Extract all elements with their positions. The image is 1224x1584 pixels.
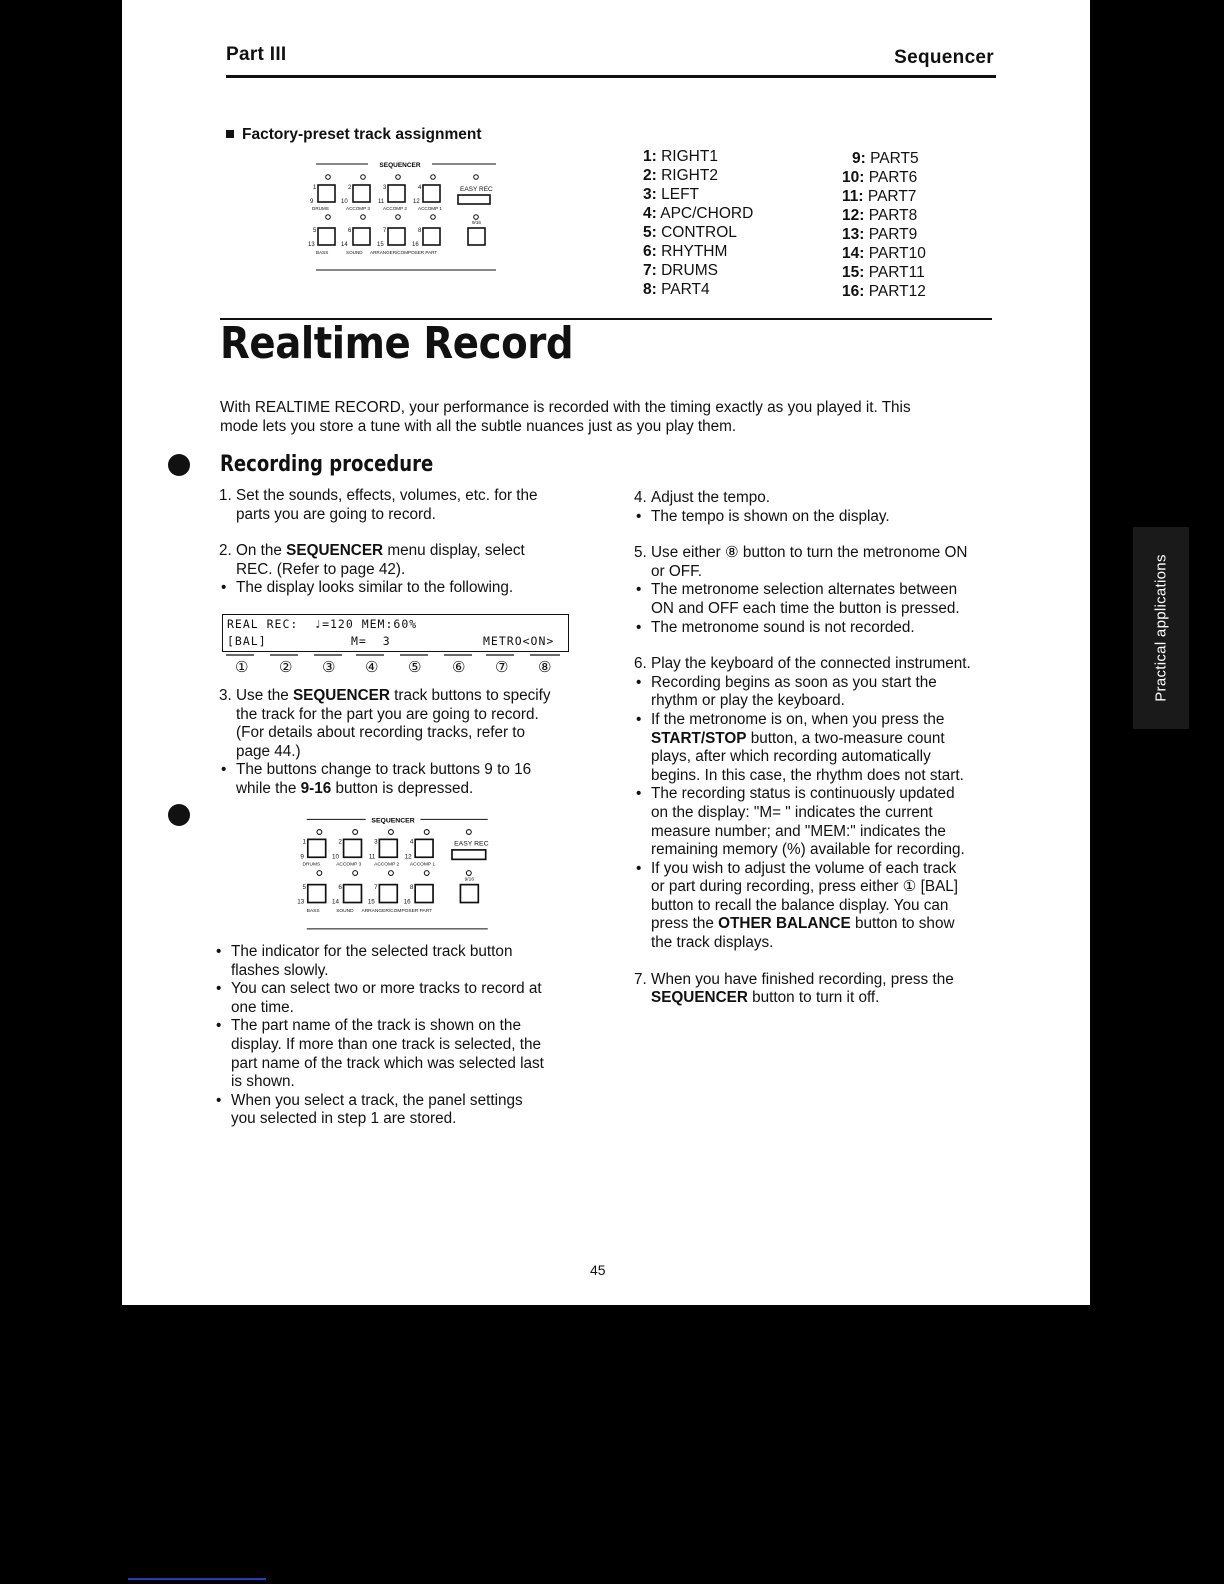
panel2-track-num-9: 9 <box>300 853 304 861</box>
panel2-label-accomp3: ACCOMP 3 <box>336 862 362 868</box>
label-sound: SOUND <box>346 250 363 255</box>
right-column <box>634 489 990 1008</box>
part-label: Part III <box>226 44 287 65</box>
step-4: 4. Adjust the tempo. <box>634 489 771 506</box>
track-num-11: 11 <box>378 199 385 205</box>
panel2-label-arranger: ARRANGER/COMPOSER PART <box>361 909 433 914</box>
bullet-indicator: • The indicator for the selected track button flashes slowly. <box>214 943 572 980</box>
bullet-display: • The display looks similar to the following. <box>219 579 577 598</box>
bullet-recording-begins: • Recording begins as soon as you start the rhythm or play the keyboard. <box>634 674 990 711</box>
lcd-line-1: REAL REC: ♩=120 MEM:60% <box>227 617 418 631</box>
lcd-button-marks <box>222 651 567 659</box>
margin-dot-icon <box>168 804 190 826</box>
step-1: 1. Set the sounds, effects, volumes, etc. for the parts you are going to record. <box>219 487 538 523</box>
procedure-heading: Recording procedure <box>220 452 434 477</box>
assignment-row: 7: DRUMS <box>643 262 718 279</box>
bullet-adjust-volume: • If you wish to adjust the volume of each track or part during recording, press either ① [BAL] button to recall the balance display. You can press the OTHER BALANCE button to show the track displays. <box>634 860 990 953</box>
panel2-label-accomp1: ACCOMP 1 <box>409 862 436 868</box>
lcd-button-1[interactable]: ① <box>235 659 249 676</box>
panel2-track-num-13: 13 <box>297 898 305 906</box>
lcd-metro: METRO<ON> <box>483 634 555 648</box>
assignment-row: 10: PART6 <box>842 169 918 186</box>
panel-sequencer-label: SEQUENCER <box>379 162 421 169</box>
track-num-8: 8 <box>418 228 422 234</box>
track-num-4: 4 <box>418 185 422 191</box>
track-num-10: 10 <box>341 199 348 205</box>
assignment-row: 13: PART9 <box>842 226 918 243</box>
track-num-5: 5 <box>313 228 317 234</box>
label-bass: BASS <box>316 250 329 255</box>
panel2-track-num-2: 2 <box>338 838 342 846</box>
header-rule <box>226 75 996 78</box>
panel2-track-num-3: 3 <box>374 838 378 846</box>
panel2-track-num-1: 1 <box>302 838 307 846</box>
bullet-panel-settings: • When you select a track, the panel settings you selected in step 1 are stored. <box>214 1092 572 1129</box>
assignment-row: 16: PART12 <box>842 283 926 300</box>
bullet-select-multiple: • You can select two or more tracks to record at one time. <box>214 980 572 1017</box>
bullet-buttons-change: • The buttons change to track buttons 9 to 16 while the 9-16 button is depressed. <box>219 761 577 798</box>
panel2-label-accomp2: ACCOMP 2 <box>374 862 400 868</box>
lcd-button-8[interactable]: ⑧ <box>538 659 552 676</box>
label-drums: DRUMS <box>312 206 329 211</box>
track-num-1: 1 <box>313 185 317 191</box>
lcd-measure: M= 3 <box>351 634 391 648</box>
panel2-track-num-15: 15 <box>367 898 375 906</box>
step-6: 6. Play the keyboard of the connected instrument. <box>634 655 971 673</box>
step-2: 2. On the SEQUENCER menu display, select REC. (Refer to page 42). <box>219 542 525 578</box>
panel2-sequencer-label: SEQUENCER <box>371 817 415 825</box>
panel2-track-num-8: 8 <box>409 883 414 891</box>
left-column-bullets <box>214 943 572 1129</box>
section-label: Sequencer <box>894 47 994 68</box>
label-accomp3: ACCOMP 3 <box>346 206 370 211</box>
lcd-bal: [BAL] <box>227 634 267 648</box>
label-nine16: 9/16 <box>472 220 481 225</box>
panel2-track-num-6: 6 <box>338 883 342 891</box>
track-num-3: 3 <box>383 185 387 191</box>
label-arranger: ARRANGER/COMPOSER PART <box>370 250 438 255</box>
panel2-track-num-7: 7 <box>374 883 378 891</box>
left-column <box>219 487 577 598</box>
factory-heading <box>226 126 481 144</box>
step-3: 3. Use the SEQUENCER track buttons to specify the track for the part you are going to record. (For details about recording tracks, refer to page 44.) <box>219 687 551 760</box>
track-num-16: 16 <box>412 242 419 248</box>
label-accomp2: ACCOMP 2 <box>383 206 407 211</box>
lcd-button-4[interactable]: ④ <box>365 659 379 676</box>
bullet-recording-status: • The recording status is continuously updated on the display: "M= " indicates the current measure number; and "MEM:" indicates the remaining memory (%) available for recording. <box>634 785 990 859</box>
assignment-row: 6: RHYTHM <box>643 243 728 260</box>
easy-rec-label: EASY REC <box>460 186 493 193</box>
lcd-button-2[interactable]: ② <box>279 659 293 676</box>
assignment-col-2 <box>842 149 926 301</box>
intro-paragraph: With REALTIME RECORD, your performance is recorded with the timing exactly as you played it. This mode lets you store a tune with all the subtle nuances just as you play them. <box>220 399 911 435</box>
assignment-row: 5: CONTROL <box>643 224 737 241</box>
track-num-12: 12 <box>413 199 420 205</box>
side-tab <box>1133 527 1189 729</box>
square-bullet-icon <box>226 130 234 138</box>
assignment-row: 8: PART4 <box>643 281 710 298</box>
track-num-2: 2 <box>348 185 352 191</box>
panel2-track-num-14: 14 <box>332 898 340 906</box>
page-number: 45 <box>590 1262 606 1278</box>
bullet-part-name: • The part name of the track is shown on the display. If more than one track is selected, the part name of the track which was selected last is shown. <box>214 1017 572 1091</box>
assignment-row: 3: LEFT <box>643 186 700 203</box>
track-num-15: 15 <box>377 242 384 248</box>
page-title: Realtime Record <box>220 318 574 369</box>
panel2-label-nine16: 9/16 <box>464 877 475 883</box>
panel2-track-num-16: 16 <box>403 898 411 906</box>
bullet-metronome-alternates: • The metronome selection alternates between ON and OFF each time the button is pressed. <box>634 581 990 618</box>
track-num-13: 13 <box>308 242 315 248</box>
manual-page <box>122 0 1170 1305</box>
lcd-button-7[interactable]: ⑦ <box>495 659 509 676</box>
panel2-track-num-5: 5 <box>302 883 307 891</box>
lcd-button-3[interactable]: ③ <box>322 659 336 676</box>
label-accomp1: ACCOMP 1 <box>418 206 442 211</box>
lcd-button-6[interactable]: ⑥ <box>452 659 466 676</box>
lcd-display <box>222 614 569 652</box>
assignment-row: 11: PART7 <box>842 188 917 205</box>
assignment-row: 15: PART11 <box>842 264 925 281</box>
assignment-row: 1: RIGHT1 <box>643 148 718 165</box>
panel2-label-sound: SOUND <box>336 909 354 914</box>
bullet-metronome-count: • If the metronome is on, when you press the START/STOP button, a two-measure count plays, after which recording automatically begins. In this case, the rhythm does not start. <box>634 711 990 785</box>
assignment-row: 14: PART10 <box>842 245 926 262</box>
bullet-tempo: • The tempo is shown on the display. <box>634 508 990 527</box>
step-5: 5. Use either ⑧ button to turn the metronome ON or OFF. <box>634 544 968 580</box>
left-column-2 <box>219 687 577 799</box>
step-7: 7. When you have finished recording, press the SEQUENCER button to turn it off. <box>634 970 954 1007</box>
bottom-edge-line <box>128 1578 266 1580</box>
track-num-7: 7 <box>383 228 387 234</box>
track-num-6: 6 <box>348 228 352 234</box>
bullet-metronome-not-recorded: • The metronome sound is not recorded. <box>634 619 990 638</box>
assignment-row: 4: APC/CHORD <box>643 205 754 222</box>
panel2-track-num-4: 4 <box>409 838 414 846</box>
panel2-track-num-11: 11 <box>368 853 376 861</box>
sequencer-panel-diagram <box>308 155 498 275</box>
panel2-track-num-12: 12 <box>404 853 412 861</box>
assignment-row: 2: RIGHT2 <box>643 167 718 184</box>
assignment-row: 9: PART5 <box>852 150 919 167</box>
track-num-9: 9 <box>310 199 314 205</box>
section-dot-icon <box>168 454 190 476</box>
panel2-label-drums: DRUMS <box>302 862 321 868</box>
assignment-row: 12: PART8 <box>842 207 918 224</box>
track-num-14: 14 <box>341 242 348 248</box>
assignment-col-1 <box>643 147 753 299</box>
side-tab-label: Practical applications <box>1152 554 1170 702</box>
factory-heading-text: Factory-preset track assignment <box>242 126 482 143</box>
panel2-easy-rec-label: EASY REC <box>454 840 489 848</box>
lcd-button-5[interactable]: ⑤ <box>408 659 422 676</box>
sequencer-panel-diagram-2 <box>292 813 492 931</box>
panel2-label-bass: BASS <box>306 909 320 914</box>
panel2-track-num-10: 10 <box>332 853 340 861</box>
